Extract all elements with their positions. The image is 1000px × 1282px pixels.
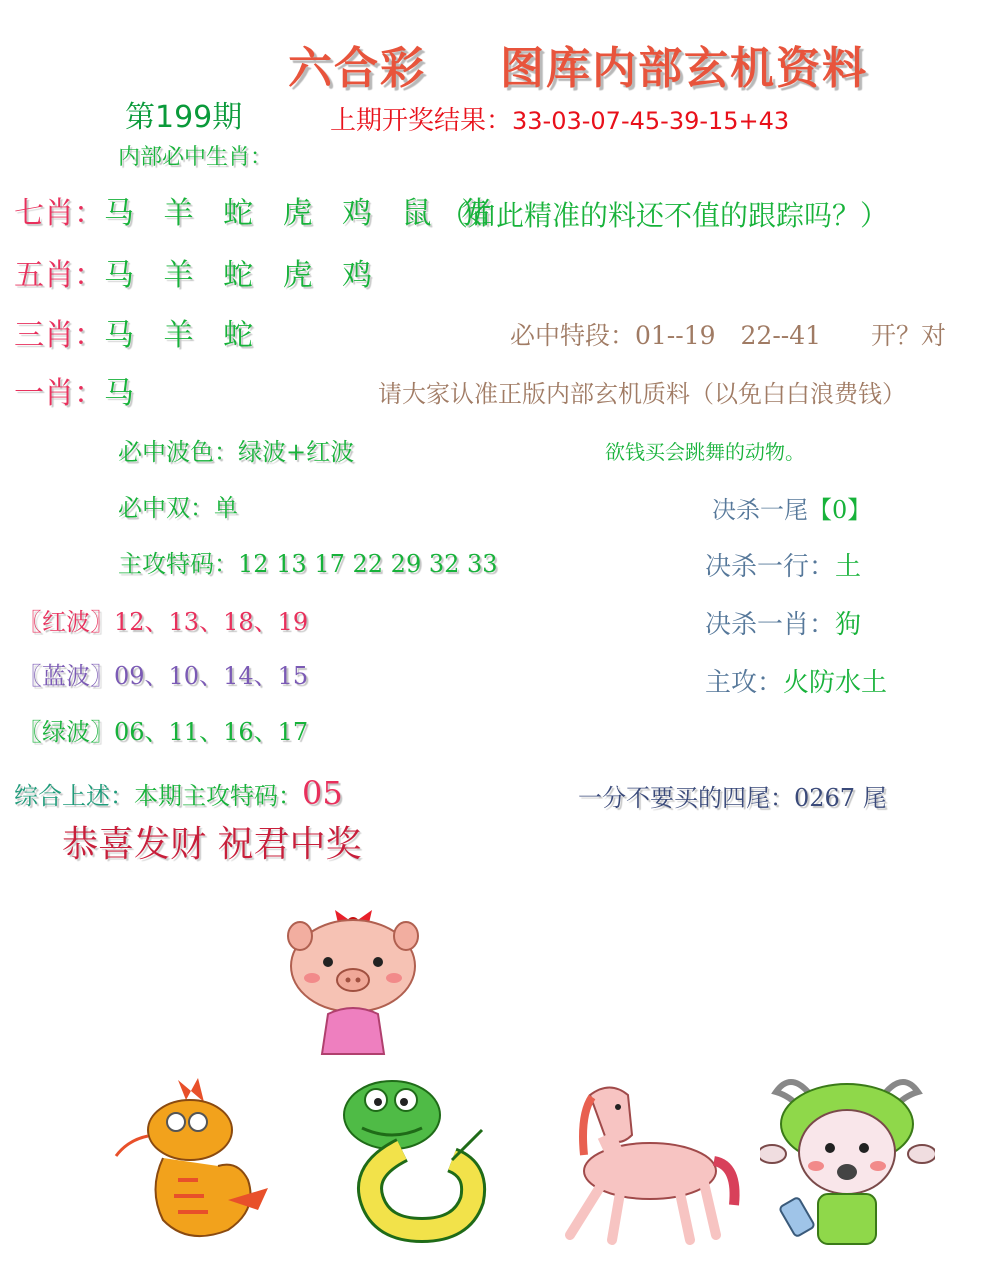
zodiac-row-seven bbox=[14, 188, 501, 232]
summary-label: 综合上述： bbox=[14, 782, 134, 810]
kill-element bbox=[705, 546, 861, 583]
main-elements-value: 火防水土 bbox=[783, 668, 888, 698]
last-result-numbers: 33-03-07-45-39-15+43 bbox=[512, 107, 790, 135]
zodiac-row-label: 一肖： bbox=[14, 376, 104, 411]
sheep-icon bbox=[760, 1072, 935, 1252]
riddle: 欲钱买会跳舞的动物。 bbox=[605, 440, 805, 464]
wave-red bbox=[18, 602, 308, 637]
kill-element-label: 决杀一行： bbox=[705, 552, 836, 582]
zodiac-row-animals: 马 羊 蛇 虎 鸡 bbox=[104, 258, 383, 293]
sure-zodiac-heading: 内部必中生肖： bbox=[118, 145, 273, 170]
kill-zodiac bbox=[705, 604, 861, 641]
dragon-icon bbox=[108, 1070, 283, 1250]
main-codes: 主攻特码：12 13 17 22 29 32 33 bbox=[118, 550, 498, 578]
pig-icon bbox=[280, 898, 430, 1058]
sure-parity: 必中双：单 bbox=[118, 494, 238, 522]
issue-number: 第199期 bbox=[125, 100, 243, 135]
sure-color: 必中波色：绿波+红波 bbox=[118, 438, 355, 466]
no-buy-tails: 一分不要买的四尾：0267 尾 bbox=[578, 784, 887, 812]
genuine-note: 请大家认准正版内部玄机质料（以免白白浪费钱） bbox=[378, 380, 906, 408]
horse-icon bbox=[520, 1075, 745, 1250]
zodiac-row-label: 五肖： bbox=[14, 258, 104, 293]
title-right: 图库内部玄机资料 bbox=[500, 43, 868, 94]
last-result bbox=[330, 100, 789, 137]
summary-code: 05 bbox=[302, 774, 343, 812]
zodiac-row-label: 三肖： bbox=[14, 318, 104, 353]
last-result-label: 上期开奖结果： bbox=[330, 106, 513, 136]
wave-red-label: 〖红波〗 bbox=[18, 608, 114, 636]
zodiac-row-one bbox=[14, 368, 144, 412]
blessing: 恭喜发财 祝君中奖 bbox=[62, 824, 362, 865]
title-left: 六合彩 bbox=[288, 43, 426, 94]
snake-icon bbox=[322, 1070, 502, 1250]
kill-element-value: 土 bbox=[835, 552, 862, 582]
special-range: 必中特段：01--19 22--41 开？对 bbox=[510, 321, 947, 350]
zodiac-row-animals: 马 bbox=[104, 376, 144, 411]
summary bbox=[14, 774, 343, 812]
wave-blue-label: 〖蓝波〗 bbox=[18, 662, 114, 690]
wave-blue-values: 09、10、14、15 bbox=[114, 662, 309, 690]
zodiac-row-five bbox=[14, 250, 382, 294]
zodiac-row-label: 七肖： bbox=[14, 196, 104, 231]
kill-zodiac-label: 决杀一肖： bbox=[705, 610, 836, 640]
main-elements bbox=[705, 662, 887, 699]
kill-tail-value: 【0】 bbox=[808, 496, 872, 524]
wave-blue bbox=[18, 656, 308, 691]
kill-tail bbox=[712, 490, 871, 525]
kill-zodiac-value: 狗 bbox=[835, 610, 862, 640]
accuracy-note: （如此精准的料还不值的跟踪吗？） bbox=[440, 199, 889, 232]
main-elements-label: 主攻： bbox=[705, 668, 784, 698]
summary-text: 本期主攻特码： bbox=[134, 782, 302, 810]
zodiac-row-three bbox=[14, 310, 263, 354]
kill-tail-label: 决杀一尾 bbox=[712, 496, 808, 524]
wave-green-values: 06、11、16、17 bbox=[114, 718, 309, 746]
zodiac-row-animals: 马 羊 蛇 bbox=[104, 318, 264, 353]
wave-green bbox=[18, 712, 308, 747]
zodiac-row-animals: 马 羊 蛇 虎 鸡 鼠 猪 bbox=[104, 196, 502, 231]
wave-green-label: 〖绿波〗 bbox=[18, 718, 114, 746]
wave-red-values: 12、13、18、19 bbox=[114, 608, 309, 636]
